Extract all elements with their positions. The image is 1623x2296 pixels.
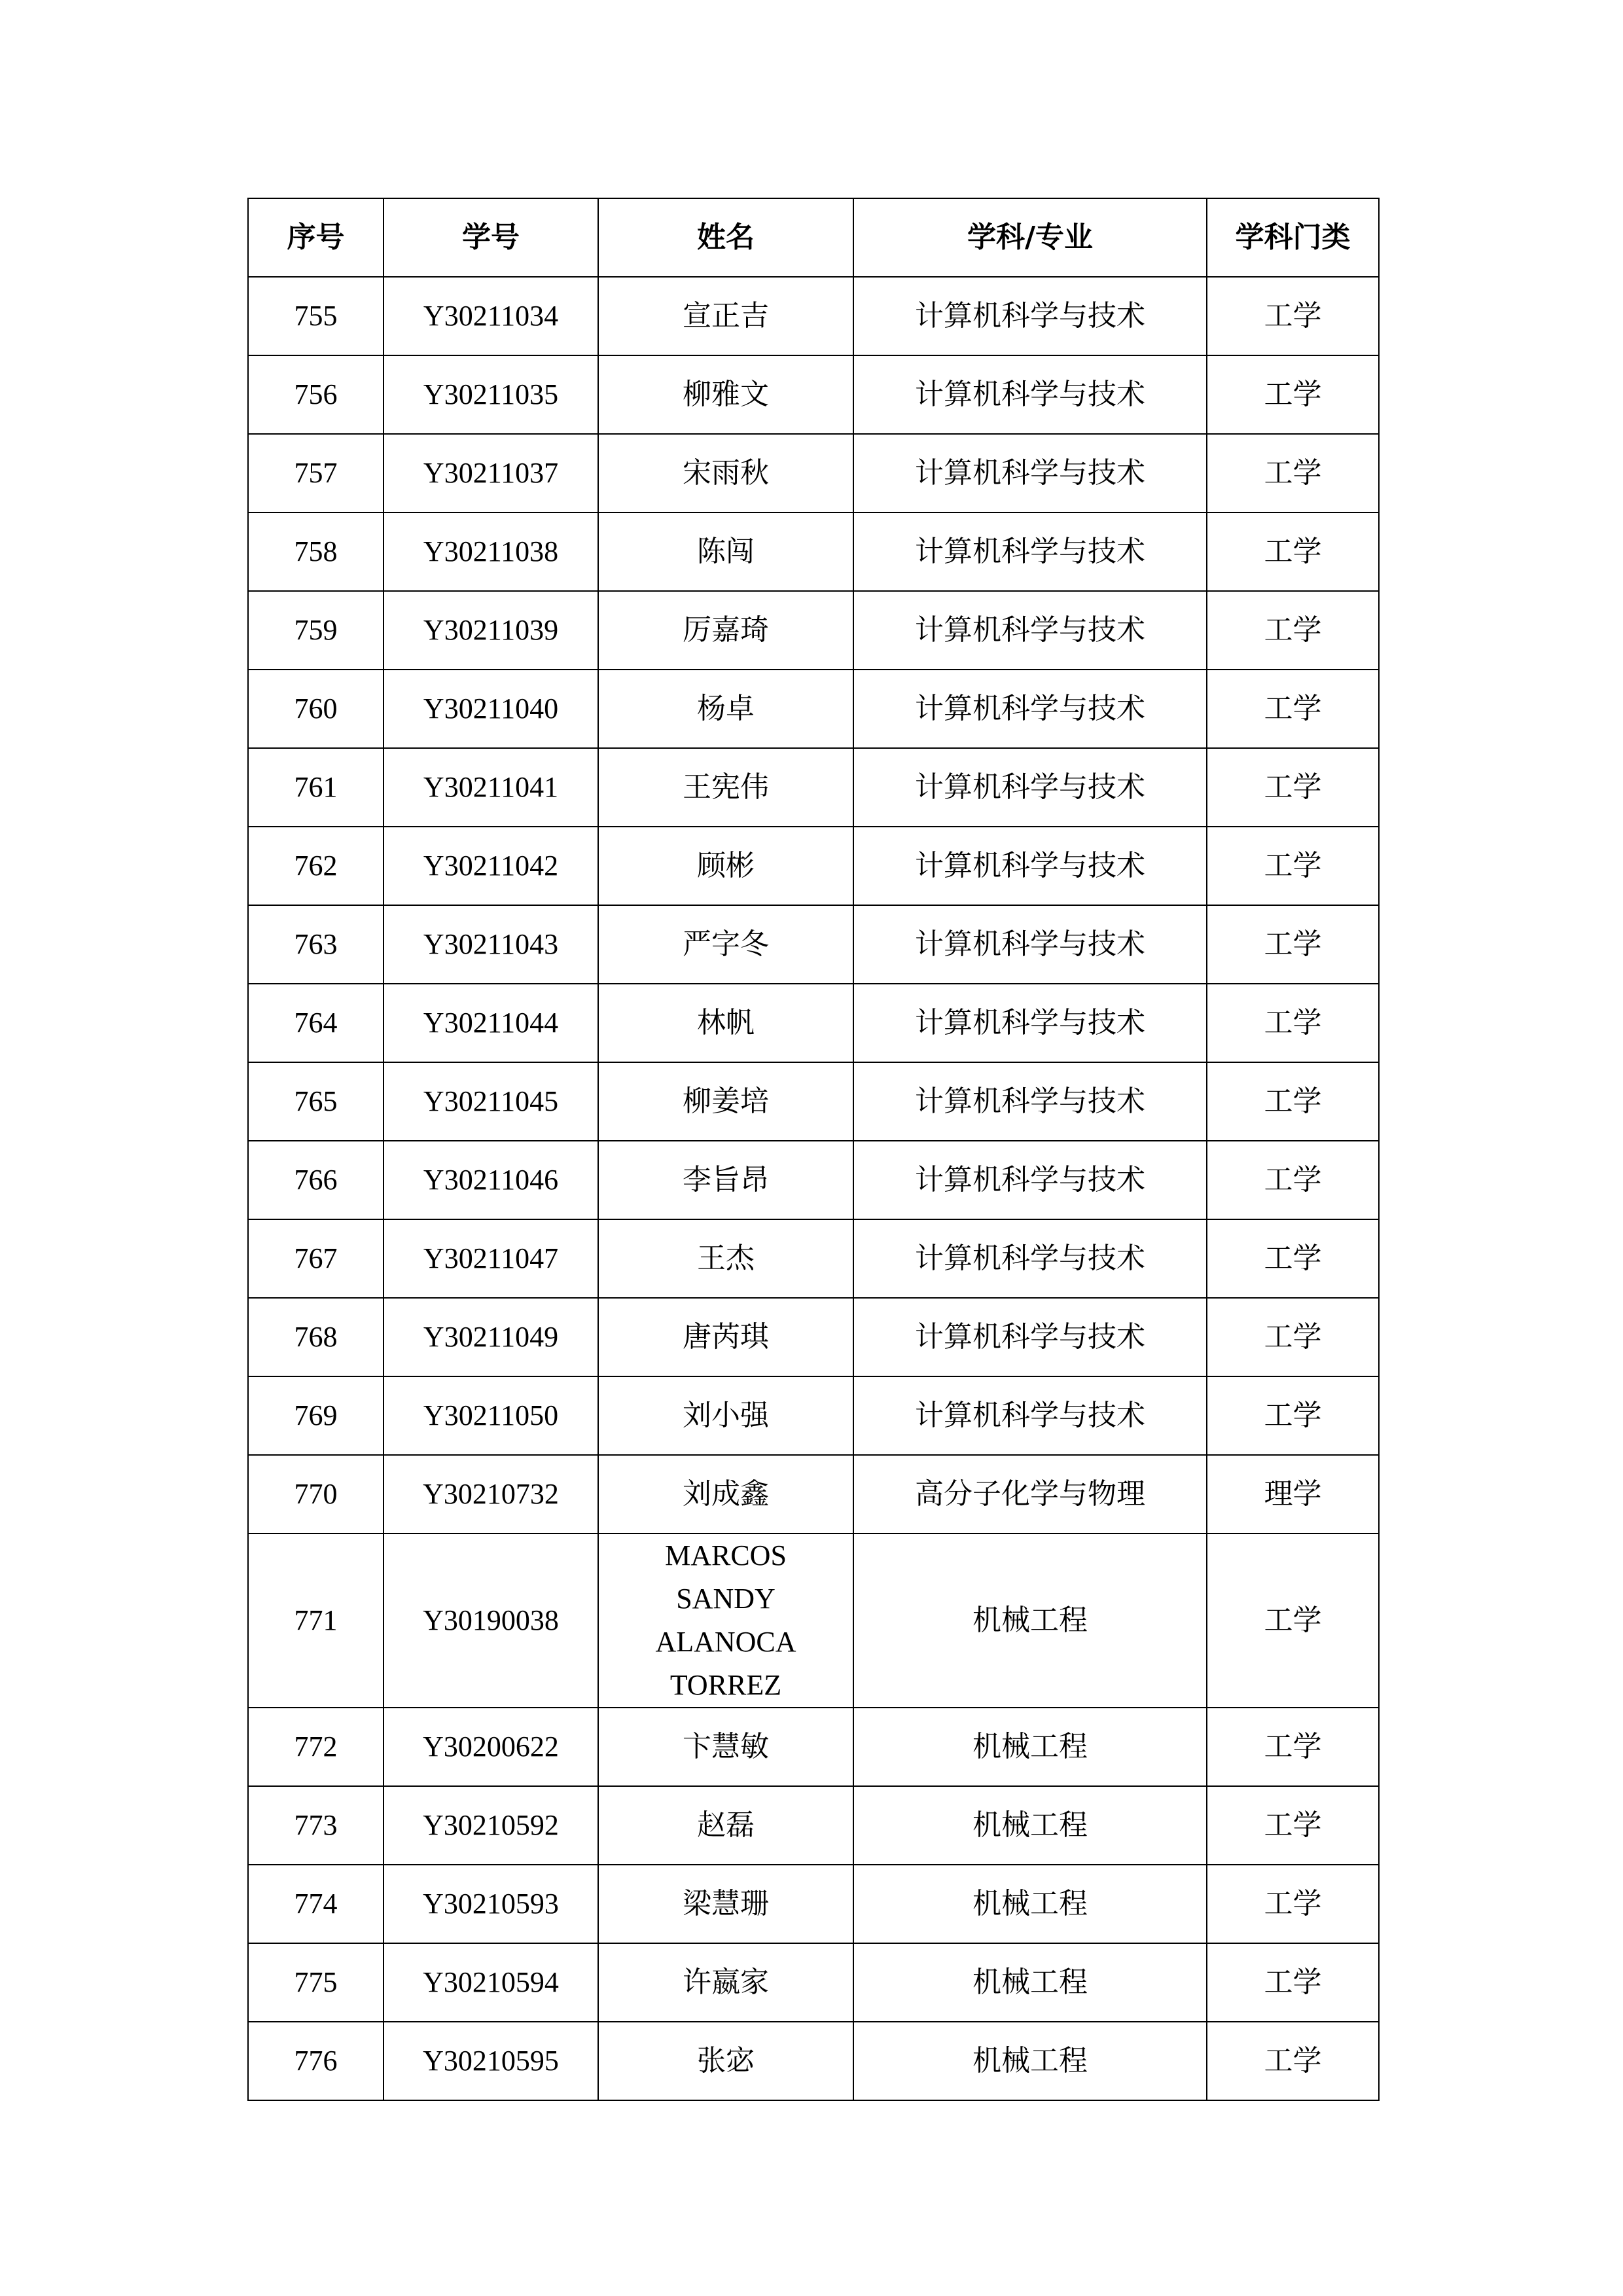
cell-student-id: Y30211039 xyxy=(383,591,598,670)
name-line: ALANOCA xyxy=(655,1626,796,1658)
header-major: 学科/专业 xyxy=(853,198,1207,277)
cell-student-id: Y30211037 xyxy=(383,434,598,512)
header-category: 学科门类 xyxy=(1207,198,1379,277)
cell-seq: 761 xyxy=(248,748,383,827)
cell-name: 顾彬 xyxy=(598,827,853,905)
table-row xyxy=(248,827,1379,905)
table-row xyxy=(248,1219,1379,1298)
cell-category: 工学 xyxy=(1207,1376,1379,1455)
cell-category: 工学 xyxy=(1207,827,1379,905)
cell-seq: 762 xyxy=(248,827,383,905)
cell-name: 李旨昂 xyxy=(598,1141,853,1219)
cell-major: 机械工程 xyxy=(853,2022,1207,2100)
table-row xyxy=(248,984,1379,1062)
cell-category: 工学 xyxy=(1207,1865,1379,1943)
cell-name: 柳雅文 xyxy=(598,355,853,434)
table-row xyxy=(248,2022,1379,2100)
cell-seq: 767 xyxy=(248,1219,383,1298)
cell-major: 计算机科学与技术 xyxy=(853,355,1207,434)
cell-major: 机械工程 xyxy=(853,1943,1207,2022)
cell-category: 工学 xyxy=(1207,748,1379,827)
cell-major: 高分子化学与物理 xyxy=(853,1455,1207,1534)
cell-major: 计算机科学与技术 xyxy=(853,1141,1207,1219)
cell-category: 工学 xyxy=(1207,670,1379,748)
cell-category: 工学 xyxy=(1207,1943,1379,2022)
header-row xyxy=(248,198,1379,277)
name-line: MARCOS xyxy=(665,1539,787,1571)
cell-name: 宋雨秋 xyxy=(598,434,853,512)
name-line: TORREZ xyxy=(669,1669,782,1701)
cell-name: 卞慧敏 xyxy=(598,1708,853,1786)
cell-seq: 756 xyxy=(248,355,383,434)
cell-name: 王杰 xyxy=(598,1219,853,1298)
cell-name: 杨卓 xyxy=(598,670,853,748)
cell-category: 工学 xyxy=(1207,1141,1379,1219)
cell-category: 工学 xyxy=(1207,512,1379,591)
table-row xyxy=(248,1943,1379,2022)
cell-student-id: Y30211041 xyxy=(383,748,598,827)
cell-seq: 755 xyxy=(248,277,383,355)
cell-category: 工学 xyxy=(1207,355,1379,434)
table-row xyxy=(248,1865,1379,1943)
cell-seq: 758 xyxy=(248,512,383,591)
cell-major: 计算机科学与技术 xyxy=(853,512,1207,591)
header-seq: 序号 xyxy=(248,198,383,277)
header-student-id: 学号 xyxy=(383,198,598,277)
name-line: SANDY xyxy=(676,1583,776,1615)
cell-category: 工学 xyxy=(1207,1298,1379,1376)
header-name: 姓名 xyxy=(598,198,853,277)
cell-major: 计算机科学与技术 xyxy=(853,984,1207,1062)
cell-student-id: Y30211044 xyxy=(383,984,598,1062)
cell-seq: 771 xyxy=(248,1534,383,1708)
table-row xyxy=(248,1298,1379,1376)
table-row xyxy=(248,1376,1379,1455)
table-row xyxy=(248,1062,1379,1141)
cell-student-id: Y30211050 xyxy=(383,1376,598,1455)
table-row xyxy=(248,1786,1379,1865)
table-row xyxy=(248,1141,1379,1219)
cell-seq: 766 xyxy=(248,1141,383,1219)
cell-student-id: Y30190038 xyxy=(383,1534,598,1708)
cell-category: 工学 xyxy=(1207,1708,1379,1786)
cell-seq: 776 xyxy=(248,2022,383,2100)
table-row xyxy=(248,905,1379,984)
cell-name: 许嬴家 xyxy=(598,1943,853,2022)
cell-seq: 763 xyxy=(248,905,383,984)
cell-student-id: Y30211040 xyxy=(383,670,598,748)
cell-student-id: Y30211038 xyxy=(383,512,598,591)
cell-name: 梁慧珊 xyxy=(598,1865,853,1943)
cell-category: 工学 xyxy=(1207,1219,1379,1298)
student-roster-table xyxy=(247,198,1380,2101)
cell-name: 刘成鑫 xyxy=(598,1455,853,1534)
cell-name: 宣正吉 xyxy=(598,277,853,355)
cell-student-id: Y30211049 xyxy=(383,1298,598,1376)
cell-major: 机械工程 xyxy=(853,1865,1207,1943)
cell-seq: 765 xyxy=(248,1062,383,1141)
cell-seq: 759 xyxy=(248,591,383,670)
table-row xyxy=(248,1708,1379,1786)
cell-name: 赵磊 xyxy=(598,1786,853,1865)
cell-category: 工学 xyxy=(1207,277,1379,355)
cell-seq: 770 xyxy=(248,1455,383,1534)
cell-seq: 773 xyxy=(248,1786,383,1865)
cell-seq: 760 xyxy=(248,670,383,748)
cell-major: 计算机科学与技术 xyxy=(853,434,1207,512)
cell-student-id: Y30211047 xyxy=(383,1219,598,1298)
cell-category: 工学 xyxy=(1207,905,1379,984)
table-header xyxy=(248,198,1379,277)
cell-student-id: Y30210593 xyxy=(383,1865,598,1943)
table-row xyxy=(248,512,1379,591)
cell-student-id: Y30211035 xyxy=(383,355,598,434)
cell-seq: 774 xyxy=(248,1865,383,1943)
cell-name: 厉嘉琦 xyxy=(598,591,853,670)
cell-category: 工学 xyxy=(1207,1786,1379,1865)
cell-major: 机械工程 xyxy=(853,1534,1207,1708)
cell-category: 工学 xyxy=(1207,1062,1379,1141)
cell-major: 计算机科学与技术 xyxy=(853,277,1207,355)
cell-category: 工学 xyxy=(1207,2022,1379,2100)
cell-name: 严字冬 xyxy=(598,905,853,984)
cell-major: 计算机科学与技术 xyxy=(853,670,1207,748)
cell-major: 计算机科学与技术 xyxy=(853,1062,1207,1141)
cell-category: 工学 xyxy=(1207,984,1379,1062)
cell-student-id: Y30210592 xyxy=(383,1786,598,1865)
cell-seq: 769 xyxy=(248,1376,383,1455)
table-row xyxy=(248,434,1379,512)
cell-category: 工学 xyxy=(1207,591,1379,670)
cell-major: 计算机科学与技术 xyxy=(853,1376,1207,1455)
cell-name: 张宓 xyxy=(598,2022,853,2100)
table-row xyxy=(248,277,1379,355)
cell-name: 林帆 xyxy=(598,984,853,1062)
cell-major: 计算机科学与技术 xyxy=(853,827,1207,905)
cell-major: 计算机科学与技术 xyxy=(853,1219,1207,1298)
table-row xyxy=(248,1455,1379,1534)
cell-category: 工学 xyxy=(1207,434,1379,512)
cell-student-id: Y30211046 xyxy=(383,1141,598,1219)
cell-student-id: Y30210594 xyxy=(383,1943,598,2022)
table-row xyxy=(248,591,1379,670)
cell-major: 机械工程 xyxy=(853,1708,1207,1786)
table-body xyxy=(248,277,1379,2100)
table-row xyxy=(248,355,1379,434)
cell-seq: 772 xyxy=(248,1708,383,1786)
cell-major: 计算机科学与技术 xyxy=(853,748,1207,827)
cell-seq: 764 xyxy=(248,984,383,1062)
cell-student-id: Y30210595 xyxy=(383,2022,598,2100)
cell-major: 机械工程 xyxy=(853,1786,1207,1865)
table-row xyxy=(248,1534,1379,1708)
cell-seq: 757 xyxy=(248,434,383,512)
cell-major: 计算机科学与技术 xyxy=(853,1298,1207,1376)
cell-category: 工学 xyxy=(1207,1534,1379,1708)
cell-name: 王宪伟 xyxy=(598,748,853,827)
cell-seq: 768 xyxy=(248,1298,383,1376)
cell-student-id: Y30210732 xyxy=(383,1455,598,1534)
table-row xyxy=(248,670,1379,748)
cell-name: 唐芮琪 xyxy=(598,1298,853,1376)
cell-student-id: Y30211042 xyxy=(383,827,598,905)
cell-seq: 775 xyxy=(248,1943,383,2022)
cell-student-id: Y30211034 xyxy=(383,277,598,355)
cell-name: 刘小强 xyxy=(598,1376,853,1455)
table-row xyxy=(248,748,1379,827)
cell-name: 柳姜培 xyxy=(598,1062,853,1141)
cell-student-id: Y30200622 xyxy=(383,1708,598,1786)
cell-student-id: Y30211043 xyxy=(383,905,598,984)
cell-student-id: Y30211045 xyxy=(383,1062,598,1141)
cell-major: 计算机科学与技术 xyxy=(853,905,1207,984)
cell-name: 陈闯 xyxy=(598,512,853,591)
cell-name xyxy=(598,1534,853,1708)
cell-major: 计算机科学与技术 xyxy=(853,591,1207,670)
cell-category: 理学 xyxy=(1207,1455,1379,1534)
